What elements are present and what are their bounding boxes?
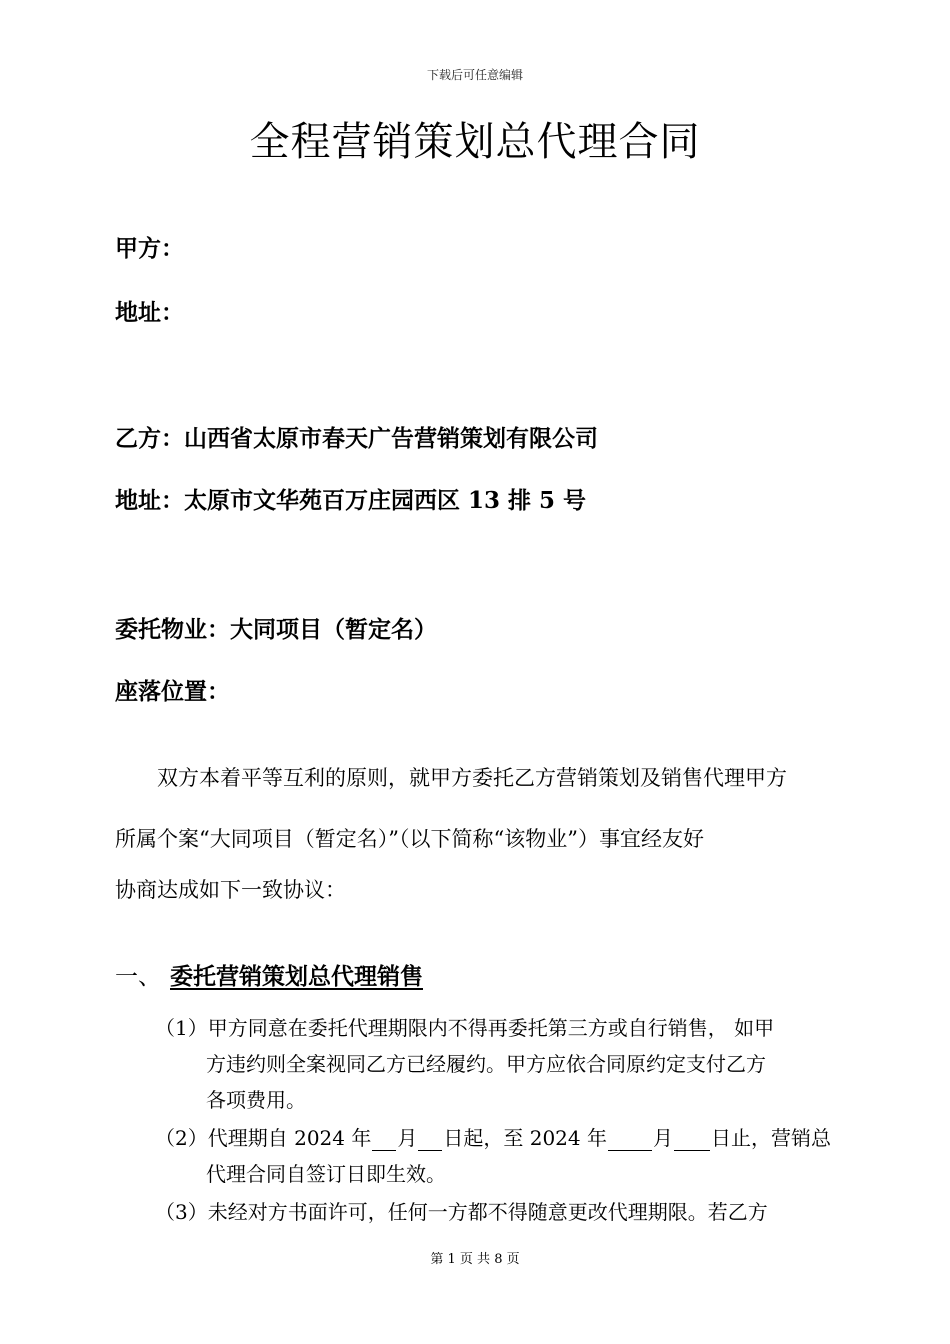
item-3-text-1: 未经对方书面许可，任何一方都不得随意更改代理期限。若乙方 [207, 1200, 768, 1224]
contract-title: 全程营销策划总代理合同 [249, 119, 701, 165]
item-2-text-d: 月 [652, 1126, 673, 1150]
party-b-address: 太原市文华苑百万庄园西区 13 排 5 号 [184, 487, 587, 514]
item-2-text-b: 月 [397, 1126, 418, 1150]
blank-month-end [608, 1130, 652, 1151]
item-2-text-e: 日止，营销总 [710, 1126, 831, 1150]
page-footer: 第 1 页 共 8 页 [430, 1252, 520, 1267]
property-location-field [115, 673, 230, 706]
property-field [115, 611, 437, 644]
item-1-line-3: 各项费用。 [206, 1088, 306, 1112]
blank-day-start [418, 1130, 442, 1151]
intro-line-1: 双方本着平等互利的原则，就甲方委托乙方营销策划及销售代理甲方 [115, 766, 787, 790]
blank-month-start [372, 1130, 396, 1151]
property-location-label: 座落位置： [115, 678, 230, 705]
party-b-label: 乙方： [115, 425, 184, 452]
item-2-line-2: 代理合同自签订日即生效。 [206, 1162, 446, 1186]
party-a-address-label: 地址： [115, 299, 184, 326]
party-a-label: 甲方： [115, 235, 184, 262]
blank-day-end [674, 1130, 710, 1151]
party-b-name: 山西省太原市春天广告营销策划有限公司 [184, 425, 598, 452]
header-note: 下载后可任意编辑 [426, 68, 523, 82]
party-b-field [115, 420, 598, 453]
item-2-marker: （2） [155, 1126, 208, 1150]
item-3-line-1 [155, 1196, 768, 1225]
item-1-text-1: 甲方同意在委托代理期限内不得再委托第三方或自行销售， 如甲 [207, 1016, 775, 1040]
property-name: 大同项目（暂定名） [230, 616, 437, 643]
party-b-address-label: 地址： [115, 487, 184, 514]
item-1-line-1 [155, 1012, 774, 1041]
item-1-line-2: 方违约则全案视同乙方已经履约。甲方应依合同原约定支付乙方 [206, 1052, 766, 1076]
party-a-field [115, 230, 184, 263]
item-3-marker: （3） [155, 1200, 208, 1224]
section-1-heading [115, 958, 423, 991]
item-2-text-a: 代理期自 2024 年 [207, 1126, 372, 1150]
item-1-marker: （1） [155, 1016, 208, 1040]
intro-line-2: 所属个案“大同项目（暂定名）”（以下简称“该物业”）事宜经友好 [115, 827, 704, 851]
item-2-line-1 [155, 1122, 831, 1151]
property-label: 委托物业： [115, 616, 230, 643]
intro-line-3: 协商达成如下一致协议： [115, 878, 346, 902]
section-1-title: 委托营销策划总代理销售 [170, 963, 423, 990]
party-a-address-field [115, 294, 184, 327]
section-1-number: 一、 [115, 964, 161, 990]
item-2-text-c: 日起，至 2024 年 [443, 1126, 607, 1150]
party-b-address-field [115, 482, 586, 515]
